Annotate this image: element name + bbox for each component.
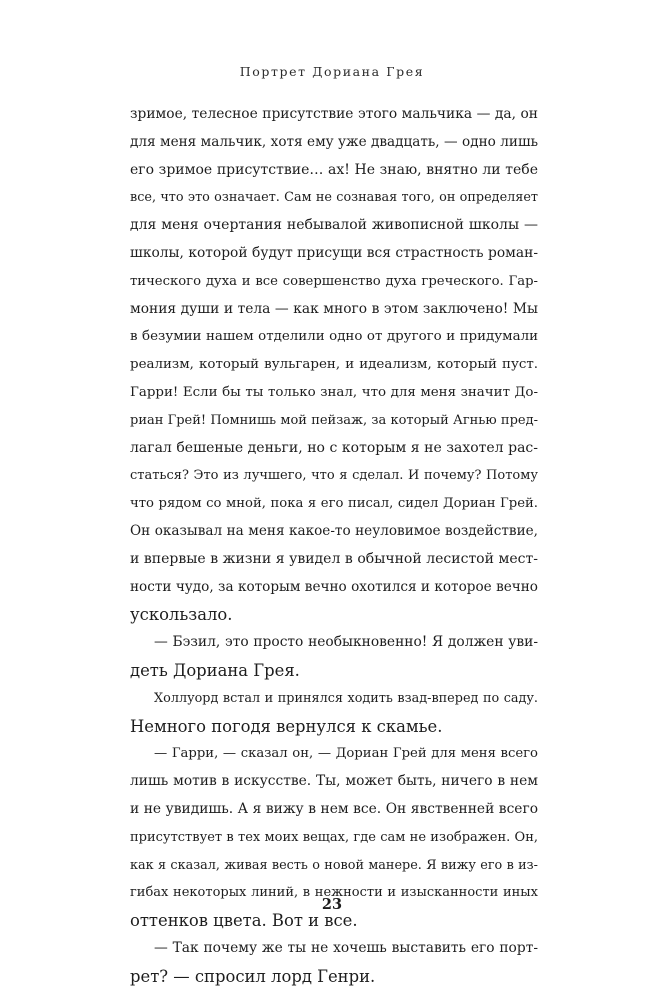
- text-line: присутствует в тех моих вещах, где сам не изображен. Он,: [130, 829, 538, 845]
- text-line: для меня очертания небывалой живописной школы —: [130, 217, 538, 234]
- text-line: Гарри! Если бы ты только знал, что для меня значит До-: [130, 384, 538, 400]
- running-head-title: Портрет Дориана Грея: [239, 64, 425, 79]
- text-line: его зримое присутствие… ах! Не знаю, внятно ли тебе: [130, 161, 538, 178]
- dialogue-line: — Так почему же ты не хочешь выставить его порт-: [154, 939, 538, 956]
- text-line: все, что это означает. Сам не сознавая того, он определяет: [130, 190, 538, 206]
- text-line: оттенков цвета. Вот и все.: [130, 911, 358, 931]
- dialogue-line: — Гарри, — сказал он, — Дориан Грей для меня всего: [154, 746, 538, 762]
- page-number: 23: [321, 896, 343, 913]
- text-line: реализм, который вульгарен, и идеализм, который пуст.: [130, 357, 538, 373]
- text-line: риан Грей! Помнишь мой пейзаж, за который Агнью пред-: [130, 412, 538, 428]
- text-line: для меня мальчик, хотя ему уже двадцать, — одно лишь: [130, 133, 538, 150]
- text-line: лагал бешеные деньги, но с которым я не захотел рас-: [130, 439, 538, 456]
- text-line: и не увидишь. А я вижу в нем все. Он явственней всего: [130, 800, 538, 817]
- text-line: гибах некоторых линий, в нежности и изысканности иных: [130, 885, 538, 901]
- text-line: Он оказывал на меня какое-то неуловимое воздействие,: [130, 522, 538, 539]
- text-line: мония души и тела — как много в этом заключено! Мы: [130, 300, 538, 317]
- text-line: что рядом со мной, пока я его писал, сидел Дориан Грей.: [130, 496, 538, 512]
- text-line: ности чудо, за которым вечно охотился и которое вечно: [130, 578, 538, 595]
- text-line: статься? Это из лучшего, что я сделал. И почему? Потому: [130, 468, 538, 484]
- paragraph-start-line: Холлуорд встал и принялся ходить взад-вперед по саду.: [154, 690, 538, 706]
- text-line: зримое, телесное присутствие этого мальчика — да, он: [130, 106, 538, 122]
- text-line: и впервые в жизни я увидел в обычной лесистой мест-: [130, 550, 538, 567]
- text-line: рет? — спросил лорд Генри.: [130, 966, 376, 986]
- text-line: ускользало.: [130, 605, 233, 625]
- body-text: [130, 101, 538, 991]
- text-line: тического духа и все совершенство духа греческого. Гар-: [130, 273, 538, 289]
- dialogue-line: — Бэзил, это просто необыкновенно! Я должен уви-: [154, 634, 538, 651]
- text-line: в безумии нашем отделили одно от другого и придумали: [130, 329, 538, 345]
- text-line: школы, которой будут присущи вся страстность роман-: [130, 244, 538, 261]
- text-line: Немного погодя вернулся к скамье.: [130, 716, 443, 736]
- text-line: лишь мотив в искусстве. Ты, может быть, ничего в нем: [130, 773, 538, 790]
- text-line: деть Дориана Грея.: [130, 660, 300, 680]
- text-line: как я сказал, живая весть о новой манере. Я вижу его в из-: [130, 857, 538, 873]
